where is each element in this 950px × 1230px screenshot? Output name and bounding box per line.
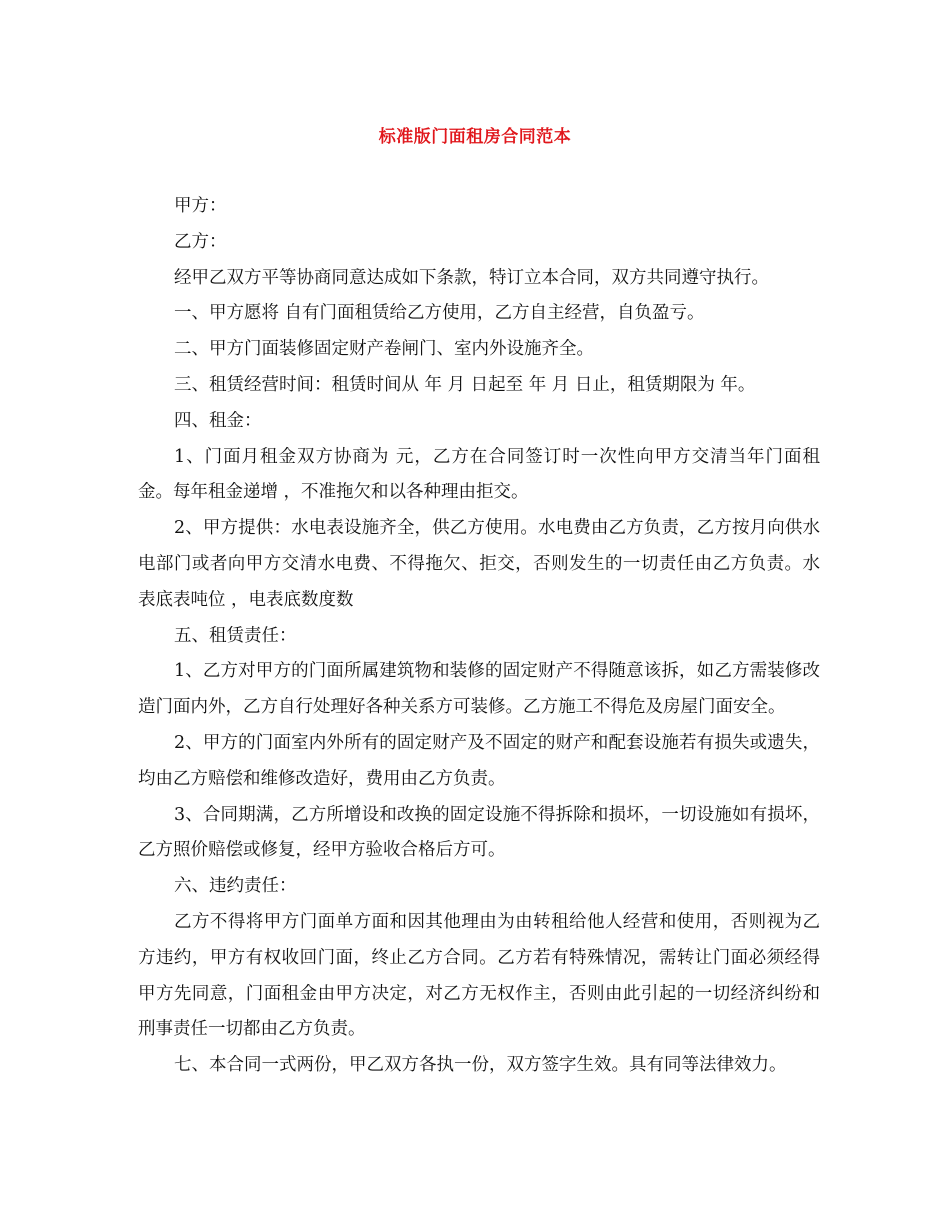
- clause-1-paragraph: 一、甲方愿将 自有门面租赁给乙方使用，乙方自主经营，自负盈亏。: [174, 303, 705, 324]
- clause-6-heading: 六、违约责任：: [174, 876, 297, 897]
- clause-5-item-2: 2、甲方的门面室内外所有的固定财产及不固定的财产和配套设施若有损失或遗失，均由乙方赔偿和维修改造好，费用由乙方负责。: [138, 732, 820, 789]
- clause-6-paragraph: 乙方不得将甲方门面单方面和因其他理由为由转租给他人经营和使用，否则视为乙方违约，甲方有权收回门面，终止乙方合同。乙方若有特殊情况，需转让门面必须经得甲方先同意，门面租金由甲方决定，对乙方无权作主，否则由此引起的一切经济纠纷和刑事责任一切都由乙方负责。: [138, 911, 820, 1040]
- clause-4-heading: 四、租金：: [174, 410, 262, 431]
- document-title: 标准版门面租房合同范本: [378, 127, 572, 147]
- clause-5-item-3: 3、合同期满，乙方所增设和改换的固定设施不得拆除和损坏，一切设施如有损坏，乙方照价赔偿或修复，经甲方验收合格后方可。: [138, 804, 820, 861]
- clause-7-paragraph: 七、本合同一式两份，甲乙双方各执一份，双方签字生效。具有同等法律效力。: [174, 1055, 787, 1076]
- clause-4-item-1: 1、门面月租金双方协商为 元，乙方在合同签订时一次性向甲方交清当年门面租金。每年租金递增 ，不准拖欠和以各种理由拒交。: [138, 446, 820, 503]
- clause-5-item-1: 1、乙方对甲方的门面所属建筑物和装修的固定财产不得随意该拆，如乙方需装修改造门面内外，乙方自行处理好各种关系方可装修。乙方施工不得危及房屋门面安全。: [138, 661, 820, 718]
- clause-2-paragraph: 二、甲方门面装修固定财产卷闸门、室内外设施齐全。: [174, 339, 594, 360]
- clause-5-heading: 五、租赁责任：: [174, 625, 297, 646]
- clause-3-paragraph: 三、租赁经营时间：租赁时间从 年 月 日起至 年 月 日止，租赁期限为 年。: [174, 374, 756, 395]
- party-b-line: 乙方：: [174, 231, 227, 252]
- preamble-paragraph: 经甲乙双方平等协商同意达成如下条款，特订立本合同，双方共同遵守执行。: [174, 267, 769, 288]
- party-a-line: 甲方：: [174, 196, 227, 216]
- clause-4-item-2: 2、甲方提供：水电表设施齐全，供乙方使用。水电费由乙方负责，乙方按月向供水电部门或者向甲方交清水电费、不得拖欠、拒交，否则发生的一切责任由乙方负责。水表底表吨位 ，电表底数度数: [138, 518, 820, 610]
- document-body: [138, 189, 820, 1084]
